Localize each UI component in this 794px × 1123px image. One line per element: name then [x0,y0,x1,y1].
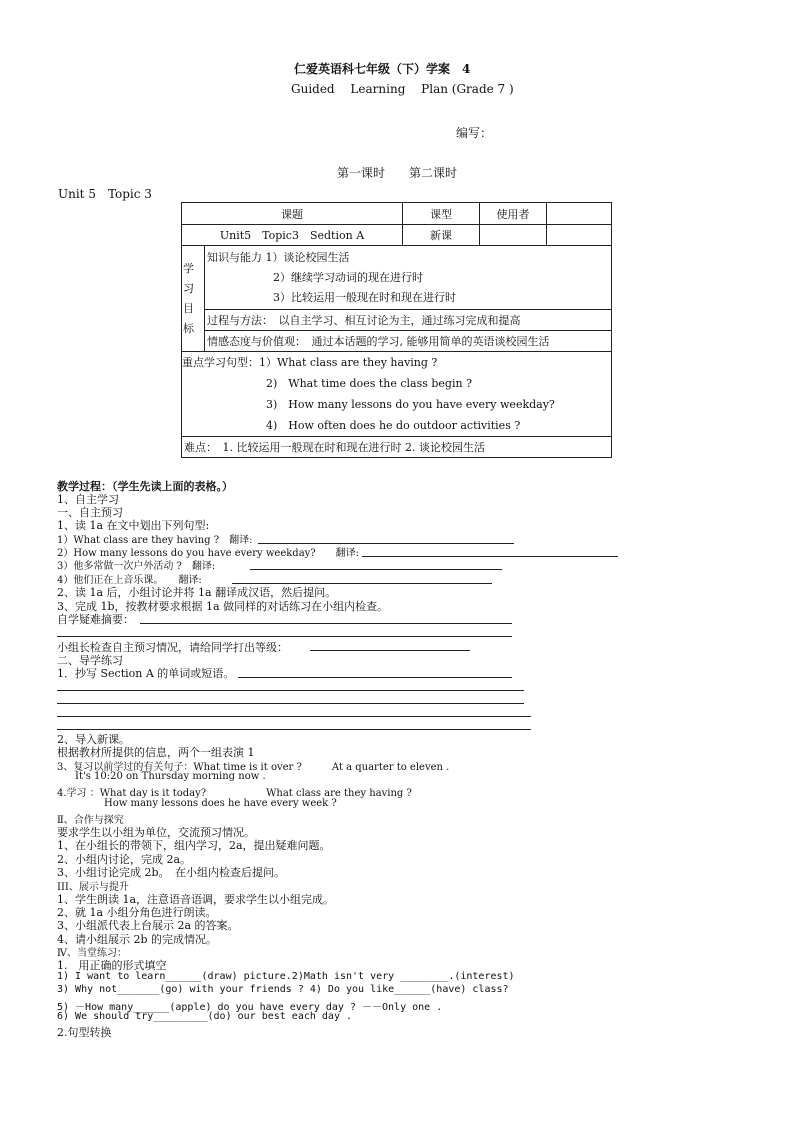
key-sentence-1: 1）What class are they having ? [259,356,438,369]
instruction-line: It's 10:20 on Thursday morning now . [75,771,266,782]
answer-blank[interactable] [57,690,524,691]
unit-label: Unit 5 Topic 3 [58,187,152,201]
answer-blank[interactable] [310,650,470,651]
instruction-line: 3、小组派代表上台展示 2a 的答案。 [57,919,239,932]
instruction-line: 2、小组内讨论，完成 2a。 [57,853,192,866]
exercise-line: 3）他多常做一次户外活动 ? 翻译: [57,561,216,572]
instruction-line: 要求学生以小组为单位，交流预习情况。 [57,826,255,839]
lesson-plan-table [181,202,612,458]
answer-blank[interactable] [57,729,531,730]
instruction-line: 根据教材所提供的信息，两个一组表演 1 [57,746,255,759]
empty-cell [547,225,612,246]
key-sentences [182,352,612,437]
difficulty-row: 难点： 1. 比较运用一般现在时和现在进行时 2. 谈论校园生活 [182,437,612,458]
user-value [480,225,547,246]
section-heading: III、展示与提升 [57,882,129,893]
instruction-line: 2、导入新课。 [57,733,130,746]
answer-blank[interactable] [250,569,502,570]
instruction-line: 1、读 1a 在文中划出下列句型: [57,519,210,532]
objective-1: 知识与能力 1）谈论校园生活 [207,250,350,264]
objectives-label: 学习目标 [182,246,205,352]
group-leader-check: 小组长检查自主预习情况，请给同学打出等级： [57,641,288,654]
page-subtitle: Guided Learning Plan (Grade 7 ) [291,82,514,96]
instruction-line: 4、请小组展示 2b 的完成情况。 [57,933,218,946]
topic-value: Unit5 Topic3 Sedtion A [182,225,403,246]
objective-2: 2）继续学习动词的现在进行时 [273,270,423,284]
instruction-line: 1、学生朗读 1a，注意语音语调，要求学生以小组完成。 [57,893,335,906]
section-self-study: 1、自主学习 [57,493,119,506]
instruction-line: 4.学习 ：What day is it today? What class are they having ? [57,788,412,799]
instruction-line: 1、在小组长的带领下，组内学习，2a，提出疑难问题。 [57,839,331,852]
process-title: 教学过程：（学生先读上面的表格。） [57,480,233,493]
section-heading: 2.句型转换 [57,1026,112,1039]
difficulty-summary-label: 自学疑难摘要： [57,613,134,626]
exercise-line: 2）How many lessons do you have every weekday? 翻译: [57,548,360,559]
topic-header: 课题 [182,203,403,225]
instruction-line: 2、读 1a 后，小组讨论并将 1a 翻译成汉语，然后提问。 [57,586,337,599]
key-label: 重点学习句型： [182,356,259,369]
objective-3: 3）比较运用一般现在时和现在进行时 [273,290,456,304]
objective-process: 过程与方法： 以自主学习、相互讨论为主，通过练习完成和提高 [205,310,612,331]
exercise-line: 6) We should try_________(do) our best each day . [57,1011,353,1022]
instruction-line: How many lessons does he have every week ? [104,798,337,809]
key-sentence-4: 4) How often does he do outdoor activities ? [266,419,521,432]
author-label: 编写： [456,126,493,140]
instruction-line: 3、完成 1b，按教材要求根据 1a 做同样的对话练习在小组内检查。 [57,600,389,613]
answer-blank[interactable] [57,716,531,717]
answer-blank[interactable] [238,677,512,678]
section-heading: Ⅳ、当堂练习： [57,948,127,959]
lesson-label: 第一课时 第二课时 [337,166,458,180]
instruction-line: 1. 用正确的形式填空 [57,959,167,972]
answer-blank[interactable] [57,703,524,704]
answer-blank[interactable] [57,636,512,637]
key-sentence-3: 3) How many lessons do you have every weekday? [266,398,555,411]
key-sentence-2: 2) What time does the class begin ? [266,377,472,390]
page-title: 仁爱英语科七年级（下）学案 4 [294,62,471,76]
answer-blank[interactable] [140,623,512,624]
user-header: 使用者 [480,203,547,225]
instruction-line: 2、就 1a 小组分角色进行朗读。 [57,906,217,919]
instruction-line: 1．抄写 Section A 的单词或短语。 [57,667,235,680]
answer-blank[interactable] [362,556,618,557]
type-value: 新课 [403,225,480,246]
exercise-line: 1) I want to learn______(draw) picture.2)Math isn't very ________.(interest) [57,971,515,982]
exercise-line: 1）What class are they having ? 翻译: [57,535,253,546]
instruction-line: 3、小组讨论完成 2b。 在小组内检查后提问。 [57,866,286,879]
section-preview: 一、自主预习 [57,506,123,519]
exercise-line: 3) Why not_______(go) with your friends ? 4) Do you like______(have) class? [57,984,509,995]
type-header: 课型 [403,203,480,225]
empty-cell [547,203,612,225]
section-heading: Ⅱ、合作与探究 [57,815,124,826]
exercise-line: 5) －How many______(apple) do you have every day ? －－Only one . [57,1002,443,1013]
objective-attitude: 情感态度与价值观： 通过本话题的学习, 能够用简单的英语谈校园生活 [205,331,612,352]
exercise-line: 4）他们正在上音乐课。 翻译: [57,575,202,586]
section-guided-practice: 二、导学练习 [57,654,123,667]
instruction-line: 3、复习以前学过的有关句子：What time is it over ? At a quarter to eleven . [57,762,450,773]
objectives-knowledge [205,246,612,310]
